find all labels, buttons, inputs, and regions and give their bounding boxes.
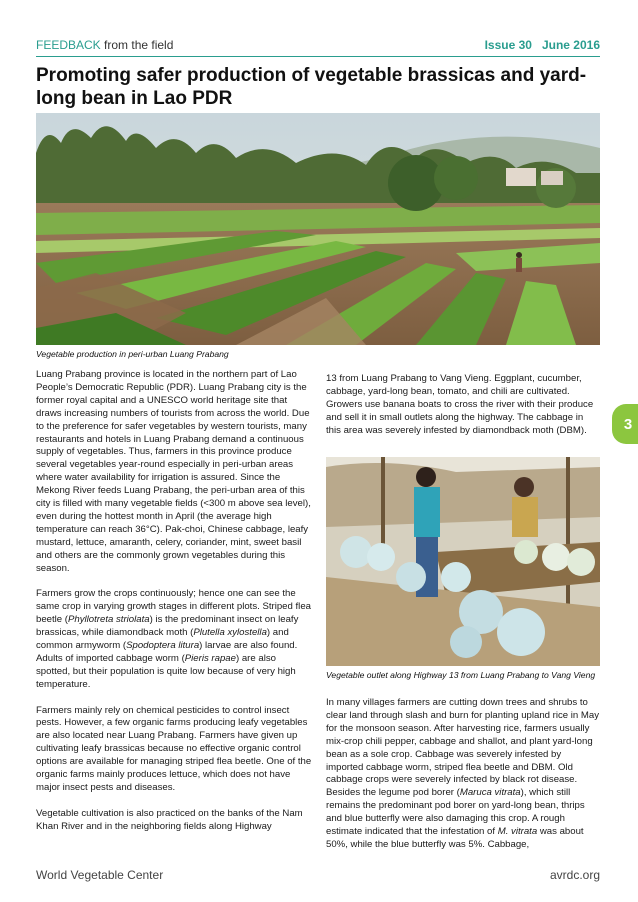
issue-date: Issue 30 June 2016 bbox=[484, 38, 600, 52]
outlet-photo bbox=[326, 457, 600, 666]
footer-website: avrdc.org bbox=[549, 868, 600, 882]
paragraph: Farmers grow the crops continuously; hence one can see the same crop in varying growth stages in different plots. Striped flea beetle (Phyllotreta striolata) is the predominant insect on leafy brassicas, while diamondback moth (Plutella xylostella) and common armyworm (Spodoptera litura) larvae are also found. Adults of imported cabbage worm (Pieris rapae) are also spotted, but their population is quite low because of very high temperature. bbox=[36, 588, 311, 690]
page-header bbox=[36, 38, 600, 56]
outlet-caption: Vegetable outlet along Highway 13 from Luang Prabang to Vang Vieng bbox=[326, 670, 596, 680]
paragraph: Luang Prabang province is located in the northern part of Lao People’s Democratic Republic (PDR). Luang Prabang city is the former royal capital and a UNESCO world heritage site that draws increasing numbers of tourists from across the world. Due to the preference for safer vegetables by western tourists, many restaurants and hotels in Luang Prabang demand a continuous supply of vegetables. Thus, farmers in this province produce several vegetables year-round especially in peri-urban areas where water availability for irrigation is assured. Since the Mekong River feeds Luang Prabang, the peri-urban area of this city is filled with many vegetable fields (<300 m above sea level), even during the hottest month in April (the average high temperature can reach 36°C). Pak-choi, Chinese cabbage, leafy mustard, lettuce, amaranth, celery, coriander, mint, sweet basil and others are the commonly grown vegetables during this season. bbox=[36, 369, 311, 574]
paragraph: Vegetable cultivation is also practiced on the banks of the Nam Khan River and in the neighboring fields along Highway bbox=[36, 807, 303, 832]
hero-caption: Vegetable production in peri-urban Luang Prabang bbox=[36, 349, 229, 359]
footer-organization: World Vegetable Center bbox=[36, 868, 164, 882]
right-column-bottom bbox=[326, 697, 600, 852]
article-title: Promoting safer production of vegetable brassicas and yard-long bean in Lao PDR bbox=[36, 65, 587, 109]
left-column bbox=[36, 369, 312, 834]
page-number-tab: 3 bbox=[612, 404, 638, 444]
paragraph: 13 from Luang Prabang to Vang Vieng. Eggplant, cucumber, cabbage, yard-long bean, tomato, and chili are cultivated. Growers use banana boats to cross the river with their produce and sell it in small outlets along the highway. The cabbage in this area was severely infested by diamondback moth (DBM). bbox=[326, 373, 594, 436]
header-rule bbox=[36, 56, 600, 57]
right-column-top bbox=[326, 373, 600, 438]
section-label: FEEDBACK from the field bbox=[36, 38, 174, 52]
paragraph: Farmers mainly rely on chemical pesticides to control insect pests. However, a few organic farms producing leafy vegetables are also located near Luang Prabang. Farmers have given up cultivating leafy brassicas because no effective organic control options are available for managing striped flea beetle. One of the organic farms mainly produces lettuce, which does not have major insect pests and diseases. bbox=[36, 704, 312, 793]
hero-photo bbox=[36, 113, 600, 345]
paragraph: In many villages farmers are cutting down trees and shrubs to clear land through slash and burn for planting upland rice in May for the monsoon season. After harvesting rice, farmers usually mix-crop chili pepper, cabbage and shallot, and plant yard-long bean as a sole crop. Cabbage was severely infested by imported cabbage worm, striped flea beetle and DBM. Old cabbage crops were severely infected by black rot disease. Besides the legume pod borer (Maruca vitrata), which still remains the predominant pod borer on yard-long bean, thrips and blue butterfly were also damaging this crop. A rough estimate indicated that the infestation of M. vitrata was about 50%, while the blue butterfly was 5%. Cabbage, bbox=[326, 697, 600, 850]
